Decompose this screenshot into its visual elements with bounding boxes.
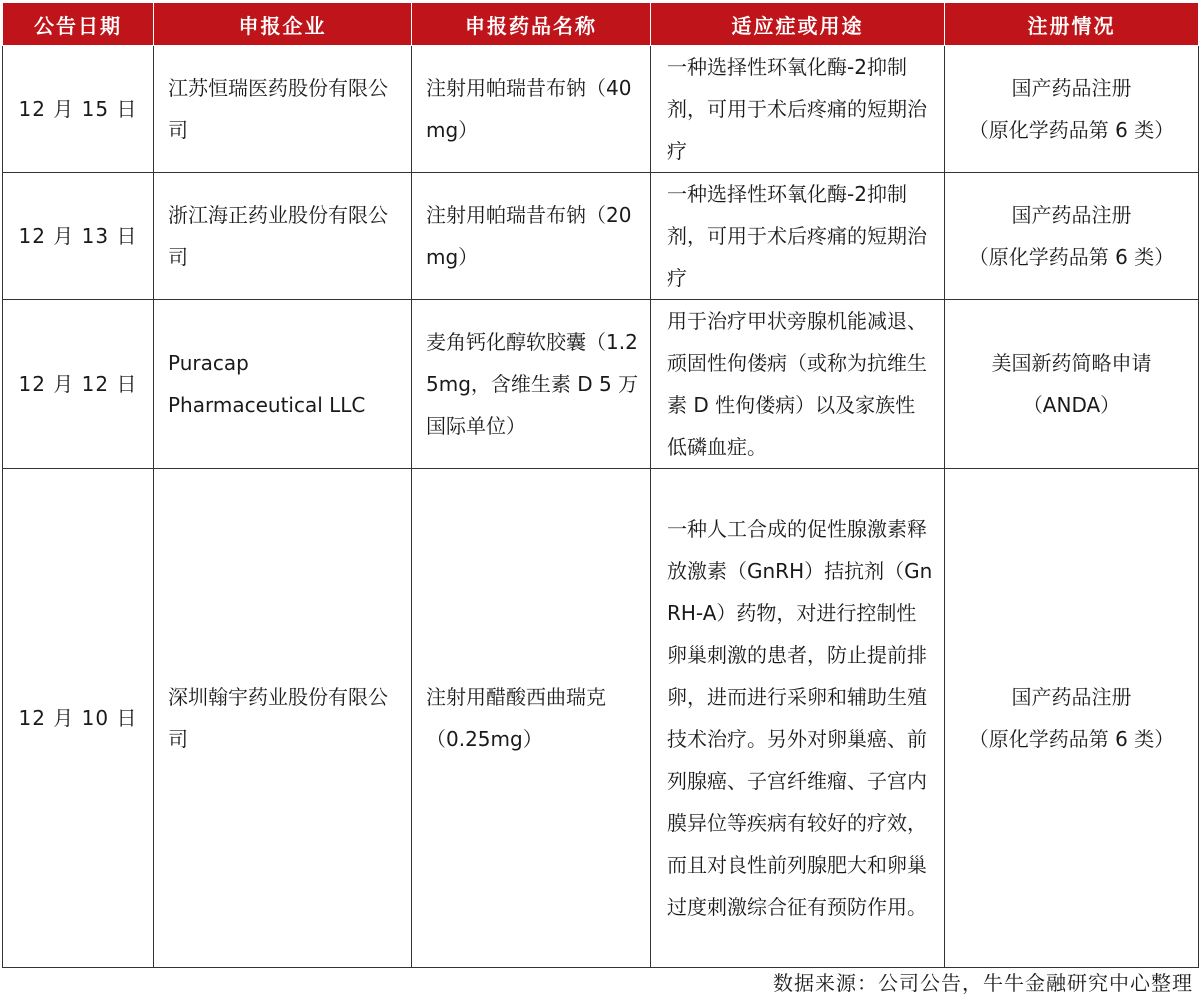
status-line: 美国新药简略申请 [991,351,1152,375]
status-subline: （ANDA） [1022,393,1121,417]
status-line: 国产药品注册 [1011,685,1132,709]
status-subline: （原化学药品第 6 类） [968,245,1175,269]
indication-cell: 一种选择性环氧化酶-2抑制剂，可用于术后疼痛的短期治疗 [651,173,945,300]
status-line: 国产药品注册 [1011,76,1132,100]
status-line: 国产药品注册 [1011,203,1132,227]
table-row [3,469,1199,968]
drug-name-cell: 注射用醋酸西曲瑞克（0.25mg） [412,469,651,968]
header-announcement-date: 公告日期 [3,3,154,46]
indication-cell: 用于治疗甲状旁腺机能减退、顽固性佝偻病（或称为抗维生素 D 性佝偻病）以及家族性低磷血症。 [651,300,945,469]
header-applicant-company: 申报企业 [154,3,412,46]
header-registration-status: 注册情况 [945,3,1199,46]
date-cell: 12 月 10 日 [3,469,154,968]
company-cell: 深圳翰宇药业股份有限公司 [154,469,412,968]
table-row [3,173,1199,300]
drug-name-cell: 注射用帕瑞昔布钠（40mg） [412,46,651,173]
company-name-line: Pharmaceutical LLC [168,393,366,417]
drug-registration-table [2,2,1199,968]
status-cell [945,469,1199,968]
date-cell: 12 月 13 日 [3,173,154,300]
date-cell: 12 月 12 日 [3,300,154,469]
company-cell: 浙江海正药业股份有限公司 [154,173,412,300]
status-cell [945,300,1199,469]
company-name-line: Puracap [168,351,249,375]
table-row [3,300,1199,469]
header-indication: 适应症或用途 [651,3,945,46]
company-cell: 江苏恒瑞医药股份有限公司 [154,46,412,173]
company-cell [154,300,412,469]
source-note: 数据来源：公司公告，牛牛金融研究中心整理 [773,971,1193,995]
indication-cell: 一种人工合成的促性腺激素释放激素（GnRH）拮抗剂（GnRH-A）药物，对进行控制性卵巢刺激的患者，防止提前排卵，进而进行采卵和辅助生殖技术治疗。另外对卵巢癌、前列腺癌、子宫纤维瘤、子宫内膜异位等疾病有较好的疗效，而且对良性前列腺肥大和卵巢过度刺激综合征有预防作用。 [651,469,945,968]
table-row [3,46,1199,173]
status-subline: （原化学药品第 6 类） [968,118,1175,142]
drug-name-cell: 麦角钙化醇软胶囊（1.25mg，含维生素 D 5 万国际单位） [412,300,651,469]
status-subline: （原化学药品第 6 类） [968,727,1175,751]
status-cell [945,173,1199,300]
drug-name-cell: 注射用帕瑞昔布钠（20mg） [412,173,651,300]
header-drug-name: 申报药品名称 [412,3,651,46]
date-cell: 12 月 15 日 [3,46,154,173]
indication-cell: 一种选择性环氧化酶-2抑制剂，可用于术后疼痛的短期治疗 [651,46,945,173]
status-cell [945,46,1199,173]
table-header-row [3,3,1199,46]
